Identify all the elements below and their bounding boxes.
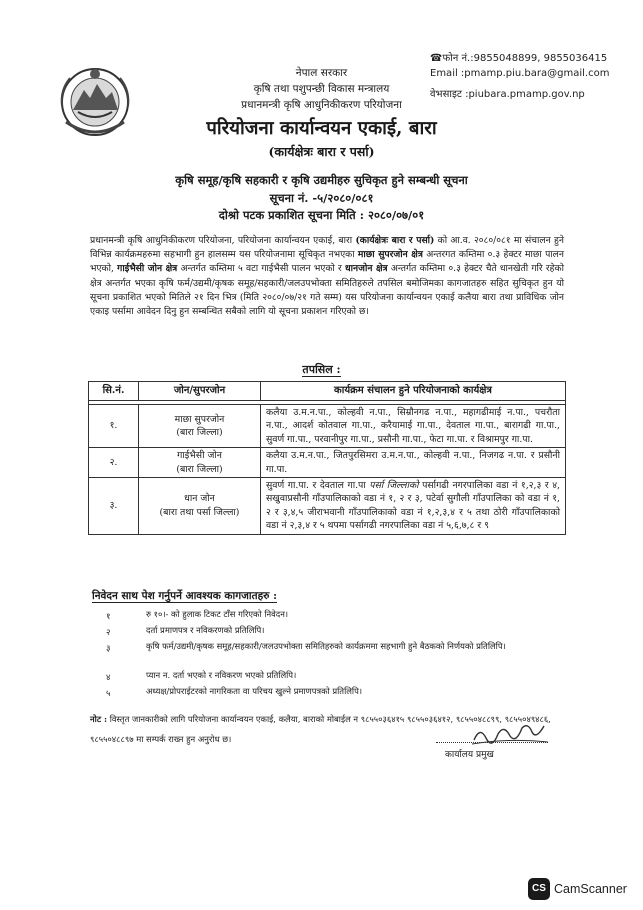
doc-item-text: दर्ता प्रमाणपत्र र नविकरणको प्रतिलिपि।: [146, 625, 265, 635]
col-header-area: कार्यक्रम संचालन हुने परियोजनाको कार्यक्षेत्र: [261, 382, 566, 401]
para-bold-3: गाईभैसी जोन क्षेत्र: [117, 263, 178, 275]
notice-body-paragraph: [90, 234, 564, 319]
phone-label: फोन नं.:: [442, 53, 474, 64]
table-row: [89, 478, 566, 535]
row-zone: [139, 448, 261, 478]
tapsil-title: तपसिल :: [302, 363, 341, 376]
doc-item-text: रु १०।- को हुलाक टिकट टाँस गरिएको निवेदन।: [146, 609, 289, 619]
doc-item-number: २: [106, 628, 111, 638]
row-area: [261, 478, 566, 535]
contact-email: [430, 68, 609, 79]
row-sn: १.: [89, 405, 139, 448]
website-value: piubara.pmamp.gov.np: [468, 89, 585, 100]
doc-item-number: १: [106, 612, 111, 622]
camscanner-brand: CamScanner: [554, 882, 627, 896]
area-text-b: पर्सागढी नगरपालिका वडा नं १,२,३ र ४, सखुवाप्रसौनी गाँउपालिकाको वडा नं १, २ र ३, पटेर्वा सुगौली गाँउपालिका को वडा नं १, २ र ३,४,५ जीराभवानी गाँउपालिकाको वडा नं १,२,३,४ र ५ तथा ठोरी गाँउपालिकाको वडा नं २,३,४ र ५ थपमा पर्सागढी नगरपालिका वडा नं ५,६,७,८ र ९: [266, 480, 560, 532]
doc-item-number: ४: [106, 673, 111, 683]
area-text-italic: पर्सा जिल्लाको: [369, 480, 419, 492]
phone-icon: ☎: [430, 53, 443, 64]
documents-heading: [92, 589, 277, 603]
signature-label: कार्यालय प्रमुख: [445, 750, 494, 760]
zone-table: [88, 381, 566, 535]
para-text-5: अन्तर्गत कम्तिमा ०.३ हेक्टर चैते धानखेती गरि रहेको क्षेत्र अन्तर्गत भएका कृषि फर्म/उद्यमी/कृषक समूह/सहकारी/जलउपभोक्ता समितिहरुले तपसिल बमोजिमका कागजातहरु सहित सुचिकृत हुन यो सूचना प्रकाशित भएको मितिले २१ दिन भित्र (मिति २०८०/०७/२१ गते सम्म) यस परियोजना कार्यान्वयन एकाई कलैया बारा तथा प्राविधिक जोन एकाइ पर्सामा आवेदन दिनु हुन सम्बन्धित सबैको लागि यो सूचना प्रकाशन गरिएको छ।: [90, 263, 564, 318]
doc-item-text: कृषि फर्म/उद्यमी/कृषक समूह/सहकारी/जलउपभोक्ता समितिहरुको कार्यक्रममा सहभागी हुने बैठकको निर्णयको प्रतिलिपि।: [146, 641, 506, 651]
para-text-4: अन्तर्गत कम्तिमा ५ वटा गाईभैसी पालन भएको र: [177, 263, 346, 275]
para-bold-4: धानजोन क्षेत्र: [345, 263, 388, 275]
table-row: [89, 448, 566, 478]
para-text-2: को आ.व. २०८०/०८१ मा संचालन हुने विभिन्न कार्यक्रमहरुमा सहभागी हुन हालसम्म यस परियोजनामा सूचिकृत नभएका: [90, 235, 564, 261]
note-label: नोट :: [90, 714, 108, 724]
notice-subject: कृषि समूह/कृषि सहकारी र कृषि उद्यमीहरु सुचिकृत हुने सम्बन्धी सूचना: [175, 173, 468, 187]
tapsil-heading: [0, 362, 643, 377]
doc-item-number: ३: [106, 644, 111, 654]
zone-name: माछा सुपरजोन: [174, 413, 225, 425]
email-value: pmamp.piu.bara@gmail.com: [464, 68, 610, 79]
doc-item-text: प्यान न. दर्ता भएको र नविकरण भएको प्रतिलिपि।: [146, 670, 297, 680]
row-sn: २.: [89, 448, 139, 478]
table-header-row: [89, 382, 566, 401]
header-title: परियोजना कार्यान्वयन एकाई, बारा: [206, 118, 437, 139]
row-area: कलैया उ.म.न.पा., कोल्हवी न.पा., सिम्रौनगढ न.पा., महागढीमाई न.पा., पचरौता न.पा., आदर्श कोतवाल गा.पा., करैयामाई गा.पा., देवताल गा.पा., बारागढी गा.पा., सुवर्ण गा.पा., परवानीपुर गा.पा., प्रसौनी गा.पा., फेटा गा.पा. र विश्रामपुर गा.पा.: [261, 405, 566, 448]
header-line-project: प्रधानमन्त्री कृषि आधुनिकीकरण परियोजना: [241, 99, 402, 111]
para-text-3: अन्तरगत कम्तिमा ०.३ हेक्टर माछा पालन भएको,: [90, 249, 564, 275]
camscanner-logo-icon: CS: [528, 878, 550, 900]
zone-district: (बारा जिल्ला): [176, 427, 223, 439]
zone-district: (बारा जिल्ला): [176, 463, 223, 475]
phone-value: 9855048899, 9855036415: [473, 53, 608, 64]
row-zone: [139, 405, 261, 448]
header-line-ministry: कृषि तथा पशुपन्छी विकास मन्त्रालय: [253, 83, 390, 95]
notice-number: सूचना नं. -५/२०८०/०८१: [269, 191, 374, 205]
zone-name: गाईभैसी जोन: [177, 450, 222, 462]
row-zone: [139, 478, 261, 535]
table-row: [89, 405, 566, 448]
area-text-a: सुवर्ण गा.पा. र देवताल गा.पा: [266, 480, 370, 492]
contact-website: [430, 86, 585, 100]
signature-line: [436, 742, 548, 743]
note-text: विस्तृत जानकारीको लागि परियोजना कार्यान्वयन एकाई, कलैया, बाराको मोबाईल न ९८५५०३६४१५ ९८५५०३६४१२, ९८५५०४८८९९, ९८५५०४९४८६, ९८५५०४८८९७ मा सम्पर्क राख्न हुन अनुरोध छ।: [90, 714, 551, 744]
email-label: Email :: [430, 68, 465, 79]
zone-district: (बारा तथा पर्सा जिल्ला): [159, 506, 240, 518]
header-work-area: (कार्यक्षेत्रः बारा र पर्सा): [268, 144, 375, 159]
header-line-government: नेपाल सरकार: [295, 67, 348, 79]
col-header-zone: जोन/सुपरजोन: [139, 382, 261, 401]
para-bold-2: माछा सुपरजोन क्षेत्र: [357, 249, 423, 261]
doc-item-text: अध्यक्ष/प्रोपराईटरको नागरिकता वा परिचय खुल्ने प्रमाणपत्रको प्रतिलिपि।: [146, 686, 363, 696]
para-text-1: प्रधानमन्त्री कृषि आधुनिकीकरण परियोजना, परियोजना कार्यान्वयन एकाई, बारा: [90, 235, 356, 246]
zone-name: धान जोन: [184, 493, 215, 505]
contact-phone: [430, 50, 607, 64]
documents-title: निवेदन साथ पेश गर्नुपर्ने आवश्यक कागजातहरु :: [92, 590, 277, 602]
row-sn: ३.: [89, 478, 139, 535]
website-label: वेभसाइट :: [430, 89, 469, 100]
signature-image: [470, 718, 550, 748]
doc-item-number: ५: [106, 689, 111, 699]
row-area: कलैया उ.म.न.पा., जितपुरसिमरा उ.म.न.पा., कोल्हवी न.पा., निजगढ न.पा. र प्रसौनी गा.पा.: [261, 448, 566, 478]
para-bold-1: (कार्यक्षेत्रः बारा र पर्सा): [355, 235, 435, 246]
col-header-sn: सि.नं.: [89, 382, 139, 401]
notice-published-date: दोश्रो पटक प्रकाशित सूचना मिति : २०८०/०७/०१: [218, 208, 425, 222]
